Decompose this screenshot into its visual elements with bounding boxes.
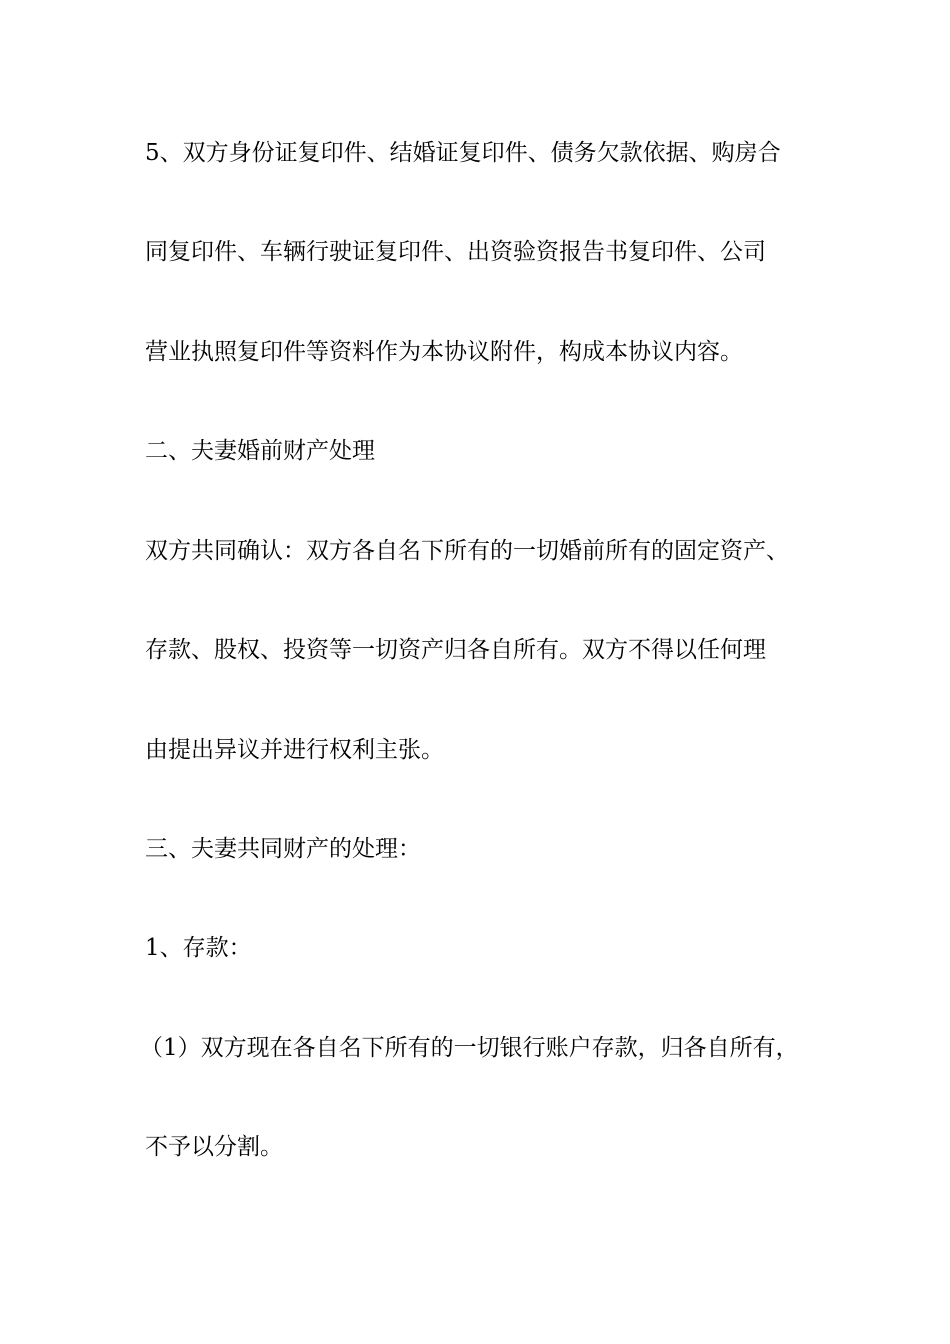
clause-5-attachments-line-2: 同复印件、车辆行驶证复印件、出资验资报告书复印件、公司 — [145, 239, 766, 265]
item-1-sub-1-line-1: （1）双方现在各自名下所有的一切银行账户存款，归各自所有， — [140, 1035, 799, 1061]
section-2-heading: 二、夫妻婚前财产处理 — [145, 438, 375, 464]
clause-5-attachments-line-3: 营业执照复印件等资料作为本协议附件，构成本协议内容。 — [145, 339, 743, 365]
section-2-text-line-3: 由提出异议并进行权利主张。 — [145, 737, 444, 763]
section-3-heading: 三、夫妻共同财产的处理： — [145, 836, 421, 862]
clause-5-attachments-line-1: 5、双方身份证复印件、结婚证复印件、债务欠款依据、购房合 — [145, 140, 781, 166]
section-2-text-line-1: 双方共同确认：双方各自名下所有的一切婚前所有的固定资产、 — [145, 538, 789, 564]
item-1-deposits-heading: 1、存款： — [145, 935, 252, 961]
section-2-text-line-2: 存款、股权、投资等一切资产归各自所有。双方不得以任何理 — [145, 637, 766, 663]
item-1-sub-1-line-2: 不予以分割。 — [145, 1134, 283, 1160]
